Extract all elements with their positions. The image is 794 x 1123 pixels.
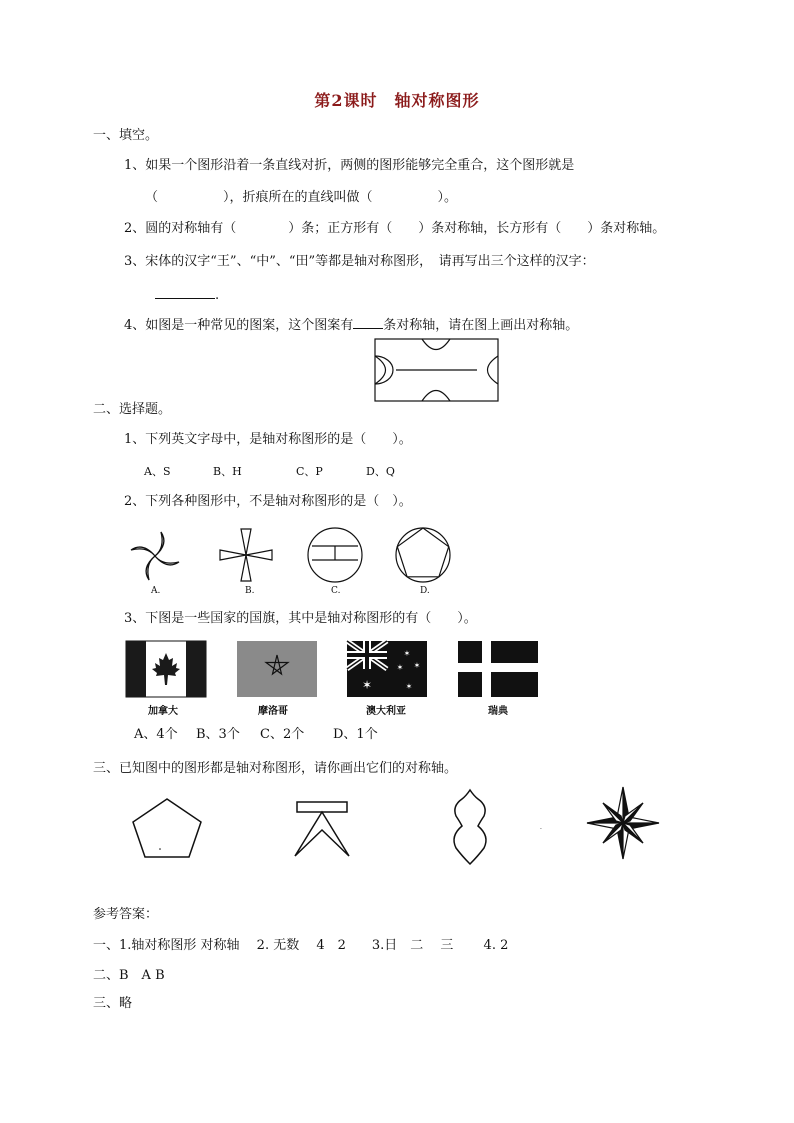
- shape-label-b: B.: [245, 586, 255, 596]
- pentagon-figure: [130, 797, 204, 859]
- pinwheel-figure: [126, 527, 184, 585]
- s2-q2: 2、下列各种图形中，不是轴对称图形的是（ ）。: [124, 494, 412, 509]
- flag-label-canada: 加拿大: [148, 706, 178, 717]
- australia-flag-image: [347, 641, 427, 697]
- s2-q3-option-b: B、3个: [196, 727, 240, 742]
- field-pattern-figure: [374, 338, 499, 402]
- s2-q3: 3、下图是一些国家的国旗，其中是轴对称图形的有（ ）。: [124, 611, 477, 626]
- pentagon-circle-figure: [394, 526, 452, 584]
- section1-heading: 一、填空。: [93, 128, 159, 143]
- answers-line3: 三、略: [93, 996, 133, 1011]
- s1-q1-line2: （ ），折痕所在的直线叫做（ ）。: [145, 190, 458, 205]
- s2-q3-option-a: A、4个: [134, 727, 178, 742]
- s2-q1-option-a: A、S: [144, 465, 171, 478]
- circle-lines-figure: [306, 526, 364, 584]
- svg-text:✶: ✶: [405, 682, 413, 691]
- blank-line: [353, 316, 383, 329]
- chevron-figure: [293, 800, 355, 858]
- s1-q2: 2、圆的对称轴有（ ）条；正方形有（ ）条对称轴，长方形有（ ）条对称轴。: [124, 221, 666, 236]
- bowtie-cross-figure: [218, 527, 274, 583]
- stray-dot: ·: [540, 826, 542, 833]
- flag-label-australia: 澳大利亚: [366, 706, 406, 717]
- flag-label-morocco: 摩洛哥: [258, 706, 288, 717]
- s1-q4-pre: 4、如图是一种常见的图案，这个图案有: [124, 318, 354, 333]
- section3-heading: 三、已知图中的图形都是轴对称图形，请你画出它们的对称轴。: [93, 761, 458, 776]
- svg-text:✶: ✶: [413, 661, 421, 670]
- flag-label-sweden: 瑞典: [488, 706, 508, 717]
- s2-q1-option-c: C、P: [296, 465, 323, 478]
- s2-q3-option-c: C、2个: [260, 727, 305, 742]
- s2-q1-option-b: B、H: [213, 465, 242, 478]
- blank-line: [155, 286, 215, 299]
- s2-q3-option-d: D、1个: [333, 727, 378, 742]
- section2-heading: 二、选择题。: [93, 402, 172, 417]
- page-title: 第2课时 轴对称图形: [314, 91, 480, 110]
- shape-label-c: C.: [331, 586, 341, 596]
- s1-q4-post: 条对称轴，请在图上画出对称轴。: [383, 318, 579, 333]
- svg-text:✶: ✶: [396, 663, 404, 672]
- answers-heading: 参考答案：: [93, 907, 159, 922]
- s1-q3: 3、宋体的汉字“王”、“中”、“田”等都是轴对称图形， 请再写出三个这样的汉字：: [124, 254, 595, 269]
- s1-q4: [124, 316, 578, 334]
- s1-q3-end: .: [215, 288, 220, 303]
- sweden-flag-image: [458, 641, 538, 697]
- morocco-flag-image: [237, 641, 317, 697]
- shape-label-a: A.: [151, 586, 161, 596]
- answers-line2: 二、B A B: [93, 968, 165, 983]
- gourd-figure: [448, 788, 492, 866]
- s2-q1-option-d: D、Q: [366, 465, 395, 478]
- s2-q1: 1、下列英文字母中，是轴对称图形的是（ ）。: [124, 432, 412, 447]
- compass-star-figure: [586, 786, 660, 860]
- s1-q1-line1: 1、如果一个图形沿着一条直线对折，两侧的图形能够完全重合，这个图形就是: [124, 158, 575, 173]
- answers-line1: 一、1.轴对称图形 对称轴 2. 无数 4 2 3.日 二 三 4. 2: [93, 938, 509, 953]
- s1-q3-answer-line: [155, 286, 219, 304]
- svg-text:✶: ✶: [403, 649, 411, 658]
- canada-flag-image: [126, 641, 206, 697]
- svg-text:✶: ✶: [361, 678, 373, 692]
- shape-label-d: D.: [420, 586, 430, 596]
